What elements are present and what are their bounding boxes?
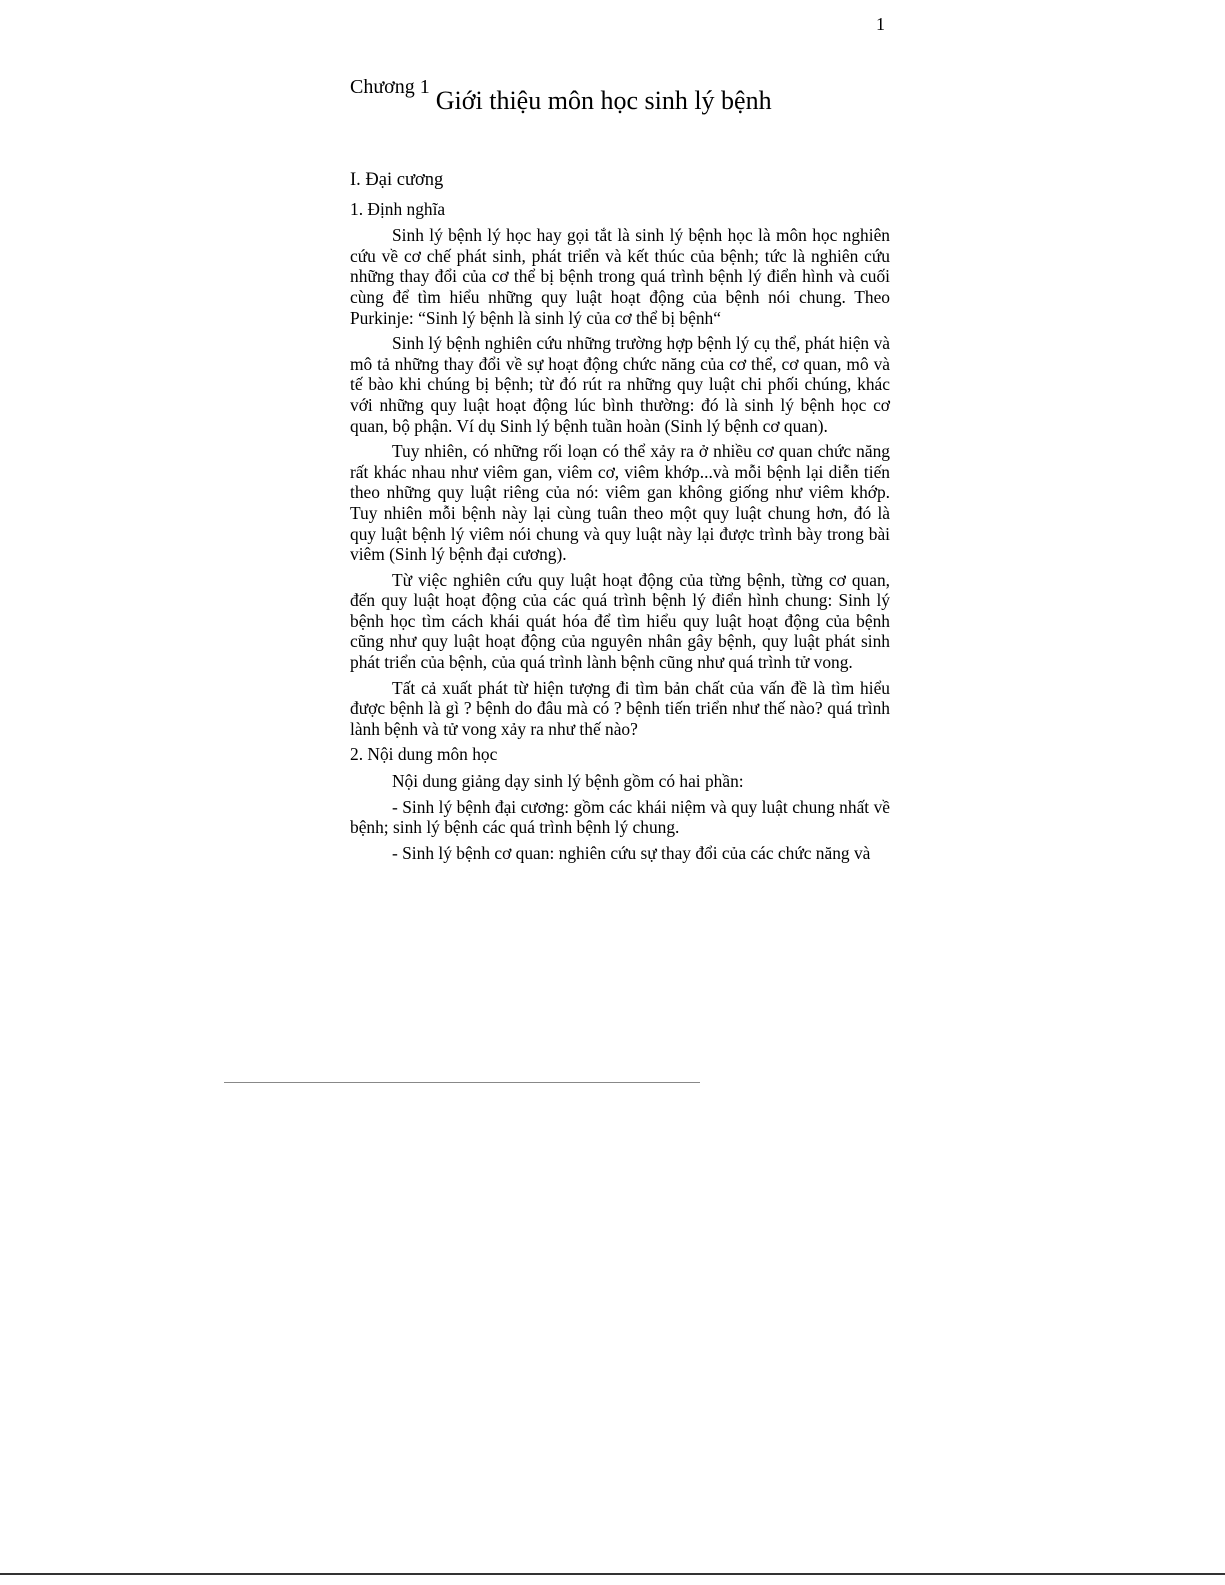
page-number: 1 xyxy=(876,14,885,34)
paragraph-content-general: - Sinh lý bệnh đại cương: gồm các khái niệm và quy luật chung nhất về bệnh; sinh lý bệnh các quá trình bệnh lý chung. xyxy=(350,796,890,838)
subsection-heading-dinh-nghia: 1. Định nghĩa xyxy=(350,198,446,219)
subsection-heading-noi-dung: 2. Nội dung môn học xyxy=(350,744,498,765)
paragraph-definition: Sinh lý bệnh lý học hay gọi tắt là sinh lý bệnh học là môn học nghiên cứu về cơ chế phát sinh, phát triển và kết thúc của bệnh; tức là nghiên cứu những thay đổi của cơ thể bị bệnh trong quá trình bệnh lý điển hình và cuối cùng để tìm hiểu những quy luật hoạt động của bệnh nói chung. Theo Purkinje: “Sinh lý bệnh là sinh lý của cơ thể bị bệnh“ xyxy=(350,225,890,328)
paragraph-organ-pathophysiology: Sinh lý bệnh nghiên cứu những trường hợp bệnh lý cụ thể, phát hiện và mô tả những thay đổi về sự hoạt động chức năng của cơ thể, cơ quan, mô và tế bào khi chúng bị bệnh; từ đó rút ra những quy luật chi phối chúng, khác với những quy luật hoạt động lúc bình thường: đó là sinh lý bệnh học cơ quan, bộ phận. Ví dụ Sinh lý bệnh tuần hoàn (Sinh lý bệnh cơ quan). xyxy=(350,333,890,436)
paragraph-content-intro: Nội dung giảng dạy sinh lý bệnh gồm có hai phần: xyxy=(392,771,744,792)
footnote-divider xyxy=(224,1082,700,1083)
paragraph-content-organ: - Sinh lý bệnh cơ quan: nghiên cứu sự thay đổi của các chức năng và xyxy=(392,842,871,863)
paragraph-general-rules: Tuy nhiên, có những rối loạn có thể xảy ra ở nhiều cơ quan chức năng rất khác nhau như viêm gan, viêm cơ, viêm khớp...và mỗi bệnh lại diễn tiến theo những quy luật riêng của nó: viêm gan không giống như viêm khớp. Tuy nhiên mỗi bệnh này lại cùng tuân theo một quy luật chung hơn, đó là quy luật bệnh lý viêm nói chung và quy luật này lại được trình bày trong bài viêm (Sinh lý bệnh đại cương). xyxy=(350,441,890,565)
chapter-title: Giới thiệu môn học sinh lý bệnh xyxy=(435,86,772,115)
chapter-label: Chương 1 xyxy=(350,76,430,98)
page-bottom-border xyxy=(0,1573,1225,1575)
paragraph-questions: Tất cả xuất phát từ hiện tượng đi tìm bản chất của vấn đề là tìm hiểu được bệnh là gì ? bệnh do đâu mà có ? bệnh tiến triển như thế nào? quá trình lành bệnh và tử vong xảy ra như thế nào? xyxy=(350,677,890,739)
document-body xyxy=(350,170,890,868)
chapter-header xyxy=(350,76,910,115)
paragraph-generalization: Từ việc nghiên cứu quy luật hoạt động của từng bệnh, từng cơ quan, đến quy luật hoạt động của các quá trình bệnh lý điển hình chung: Sinh lý bệnh học tìm cách khái quát hóa để tìm hiểu quy luật hoạt động của bệnh cũng như quy luật hoạt động của nguyên nhân gây bệnh, quy luật phát sinh phát triển của bệnh, của quá trình lành bệnh cũng như quá trình tử vong. xyxy=(350,569,890,673)
section-heading-dai-cuong: I. Đại cương xyxy=(350,170,444,190)
